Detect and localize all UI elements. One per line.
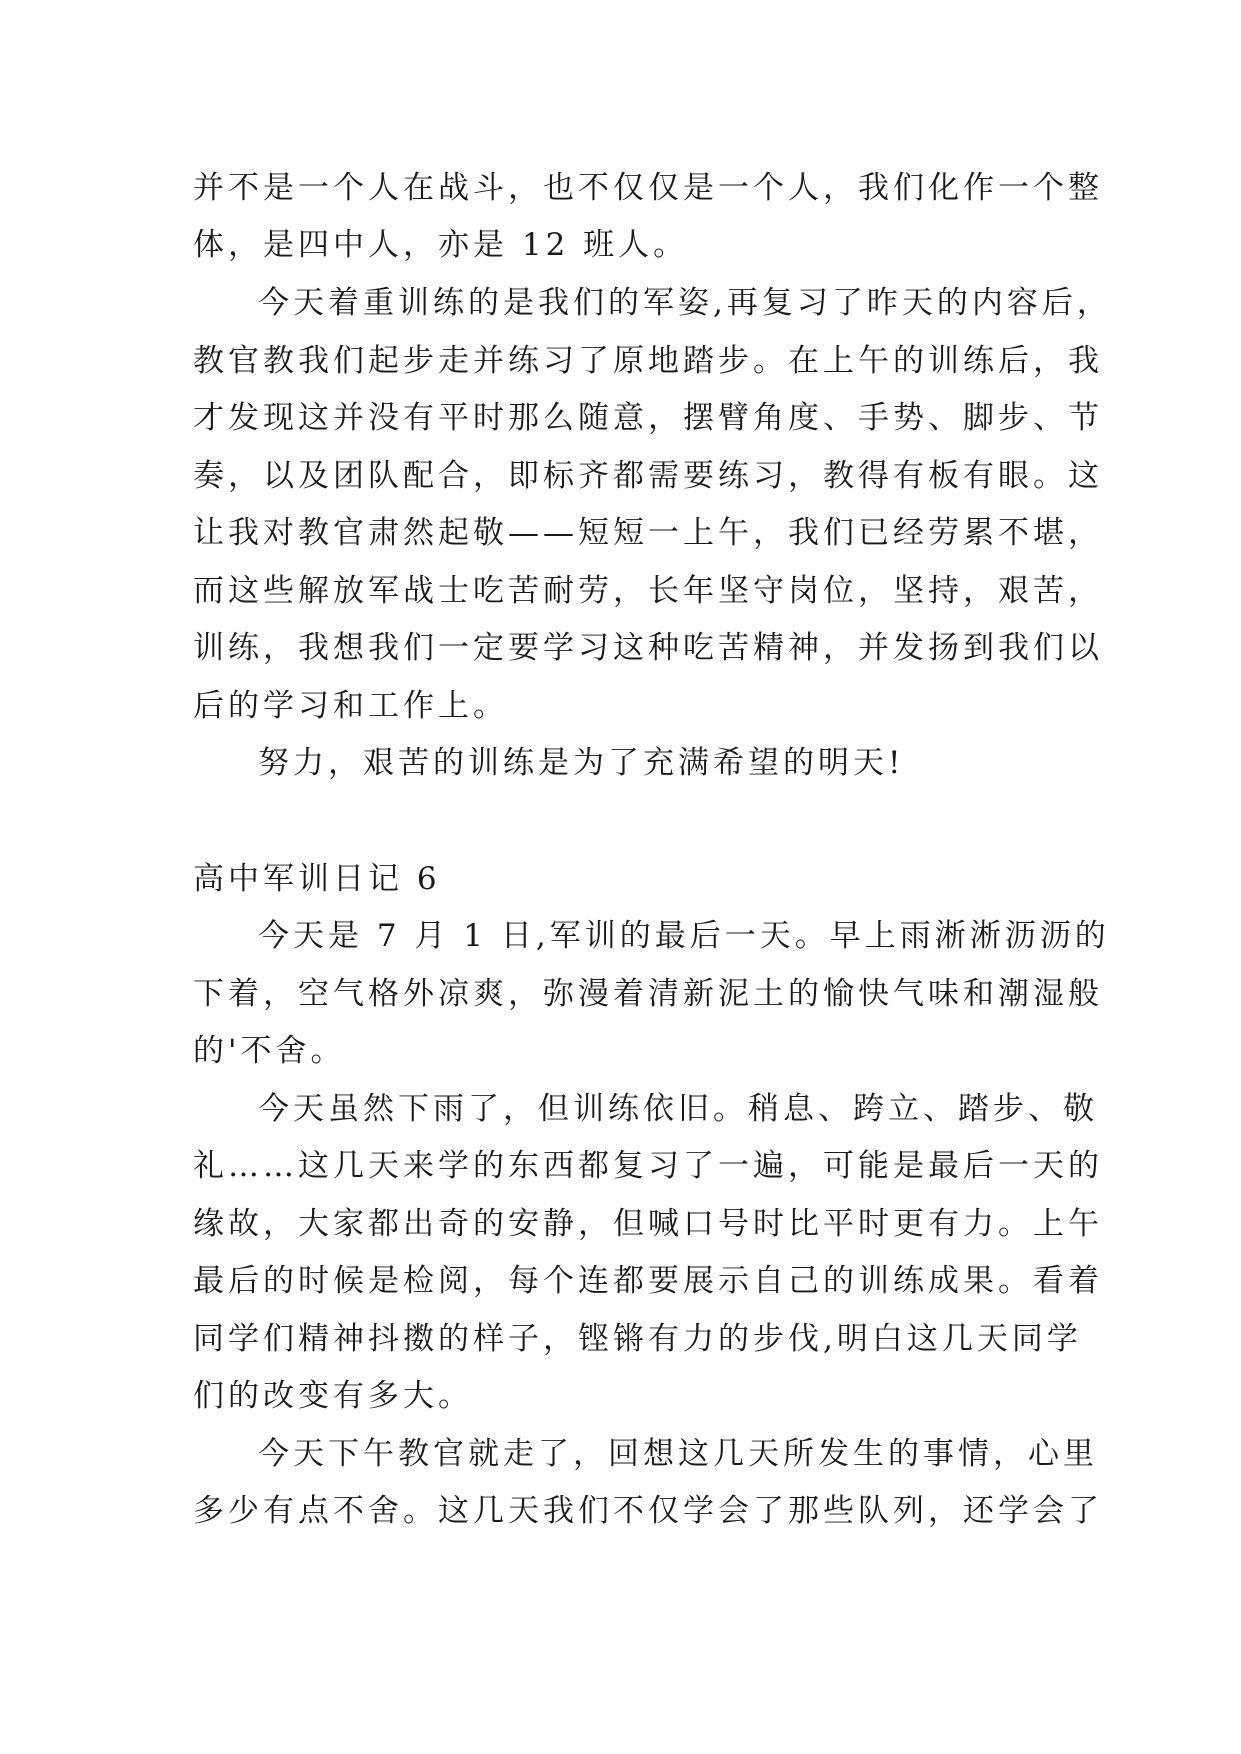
- text-line: 同学们精神抖擞的样子，铿锵有力的步伐,明白这几天同学: [193, 1321, 1082, 1357]
- text-line: 才发现这并没有平时那么随意，摆臂角度、手势、脚步、节: [193, 400, 1103, 436]
- paragraph-start-line: 今天着重训练的是我们的军姿,再复习了昨天的内容后，: [258, 285, 1112, 321]
- text-line: 奏，以及团队配合，即标齐都需要练习，教得有板有眼。这: [193, 458, 1103, 494]
- paragraph-start-line: 努力，艰苦的训练是为了充满希望的明天!: [258, 745, 905, 781]
- section-heading: 高中军训日记 6: [193, 861, 441, 897]
- paragraph-start-line: 今天虽然下雨了，但训练依旧。稍息、跨立、踏步、敬: [258, 1091, 1098, 1127]
- text-line: 教官教我们起步走并练习了原地踏步。在上午的训练后，我: [193, 343, 1103, 379]
- text-line: 下着，空气格外凉爽，弥漫着清新泥土的愉快气味和潮湿般: [193, 976, 1103, 1012]
- text-line: 训练，我想我们一定要学习这种吃苦精神，并发扬到我们以: [193, 630, 1103, 666]
- text-line: 的'不舍。: [193, 1033, 346, 1069]
- text-line: 后的学习和工作上。: [193, 688, 508, 724]
- text-line: 多少有点不舍。这几天我们不仅学会了那些队列，还学会了: [193, 1493, 1103, 1529]
- text-line: 并不是一个人在战斗，也不仅仅是一个人，我们化作一个整: [193, 170, 1103, 206]
- text-line: 而这些解放军战士吃苦耐劳，长年坚守岗位，坚持，艰苦，: [193, 573, 1103, 609]
- text-line: 缘故，大家都出奇的安静，但喊口号时比平时更有力。上午: [193, 1206, 1103, 1242]
- text-line: 体，是四中人，亦是 12 班人。: [193, 227, 689, 263]
- text-line: 礼……这几天来学的东西都复习了一遍，可能是最后一天的: [193, 1148, 1103, 1184]
- paragraph-start-line: 今天是 7 月 1 日,军训的最后一天。早上雨淅淅沥沥的: [258, 918, 1110, 954]
- text-line: 让我对教官肃然起敬——短短一上午，我们已经劳累不堪，: [193, 515, 1103, 551]
- text-line: 最后的时候是检阅，每个连都要展示自己的训练成果。看着: [193, 1263, 1103, 1299]
- text-line: 们的改变有多大。: [193, 1378, 473, 1414]
- paragraph-start-line: 今天下午教官就走了，回想这几天所发生的事情，心里: [258, 1436, 1098, 1472]
